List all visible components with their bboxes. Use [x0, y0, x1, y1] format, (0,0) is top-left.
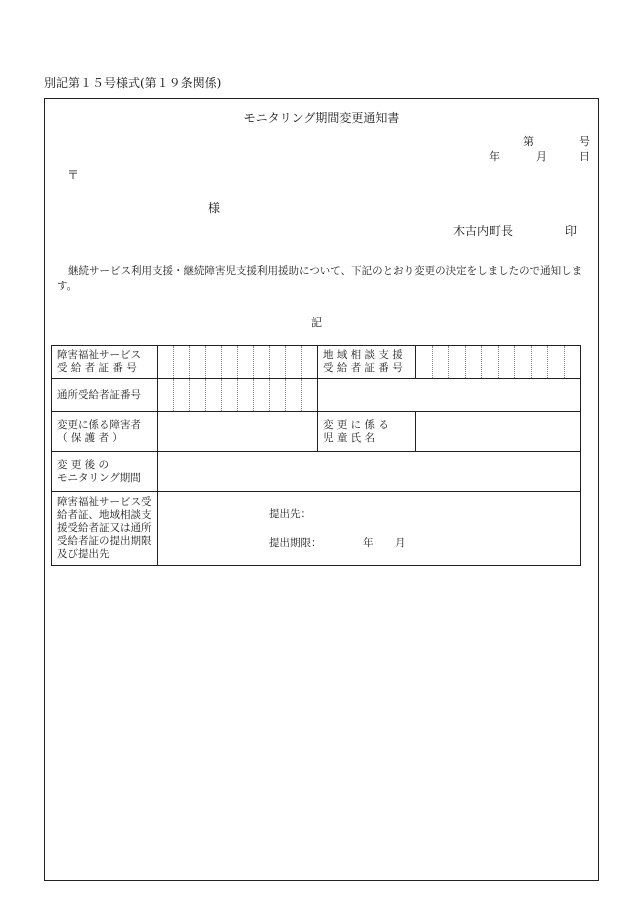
postal-mark: 〒 [67, 168, 80, 182]
form-number-heading: 別記第１５号様式(第１９条関係) [44, 76, 222, 90]
disability-service-number-label: 障害福祉サービス 受 給 者 証 番 号 [52, 346, 158, 379]
notice-body: 継続サービス利用支援・継続障害児支援利用援助について、下記のとおり変更の決定をしましたので通知します。 [57, 265, 583, 292]
issuer-name: 木古内町長 [453, 224, 514, 238]
child-name-field[interactable] [416, 412, 581, 452]
monitoring-period-field[interactable] [158, 452, 581, 492]
sama-label: 様 [208, 201, 221, 215]
guardian-field[interactable] [158, 412, 318, 452]
seal-label: 印 [565, 224, 578, 238]
year-label: 年 [489, 150, 500, 163]
deadline-month-label: 月 [395, 537, 406, 549]
community-consult-number-label: 地 域 相 談 支 援 受 給 者 証 番 号 [318, 346, 416, 379]
day-label: 日 [579, 150, 590, 163]
guardian-label: 変更に係る障害者 （ 保 護 者 ） [52, 412, 158, 452]
deadline-year-label: 年 [363, 537, 374, 549]
gou-label: 号 [579, 135, 590, 148]
disability-service-number-field[interactable] [158, 346, 318, 379]
form-table [51, 345, 581, 566]
submission-field[interactable] [158, 492, 581, 566]
community-consult-number-field[interactable] [416, 346, 581, 379]
blank-cell [318, 379, 581, 412]
month-label: 月 [536, 150, 547, 163]
submit-to-label: 提出先： [269, 508, 311, 520]
submission-label: 障害福祉サービス受給者証、地域相談支援受給者証又は通所受給者証の提出期限及び提出先 [52, 492, 158, 566]
dai-label: 第 [523, 135, 534, 148]
ki-label: 記 [311, 316, 322, 329]
day-service-number-label: 通所受給者証番号 [52, 379, 158, 412]
monitoring-period-label: 変 更 後 の モニタリング期間 [52, 452, 158, 492]
day-service-number-field[interactable] [158, 379, 318, 412]
document-title: モニタリング期間変更通知書 [243, 111, 400, 125]
deadline-label: 提出期限： [269, 537, 322, 549]
child-name-label: 変 更 に 係 る 児 童 氏 名 [318, 412, 416, 452]
document-frame [44, 98, 599, 881]
